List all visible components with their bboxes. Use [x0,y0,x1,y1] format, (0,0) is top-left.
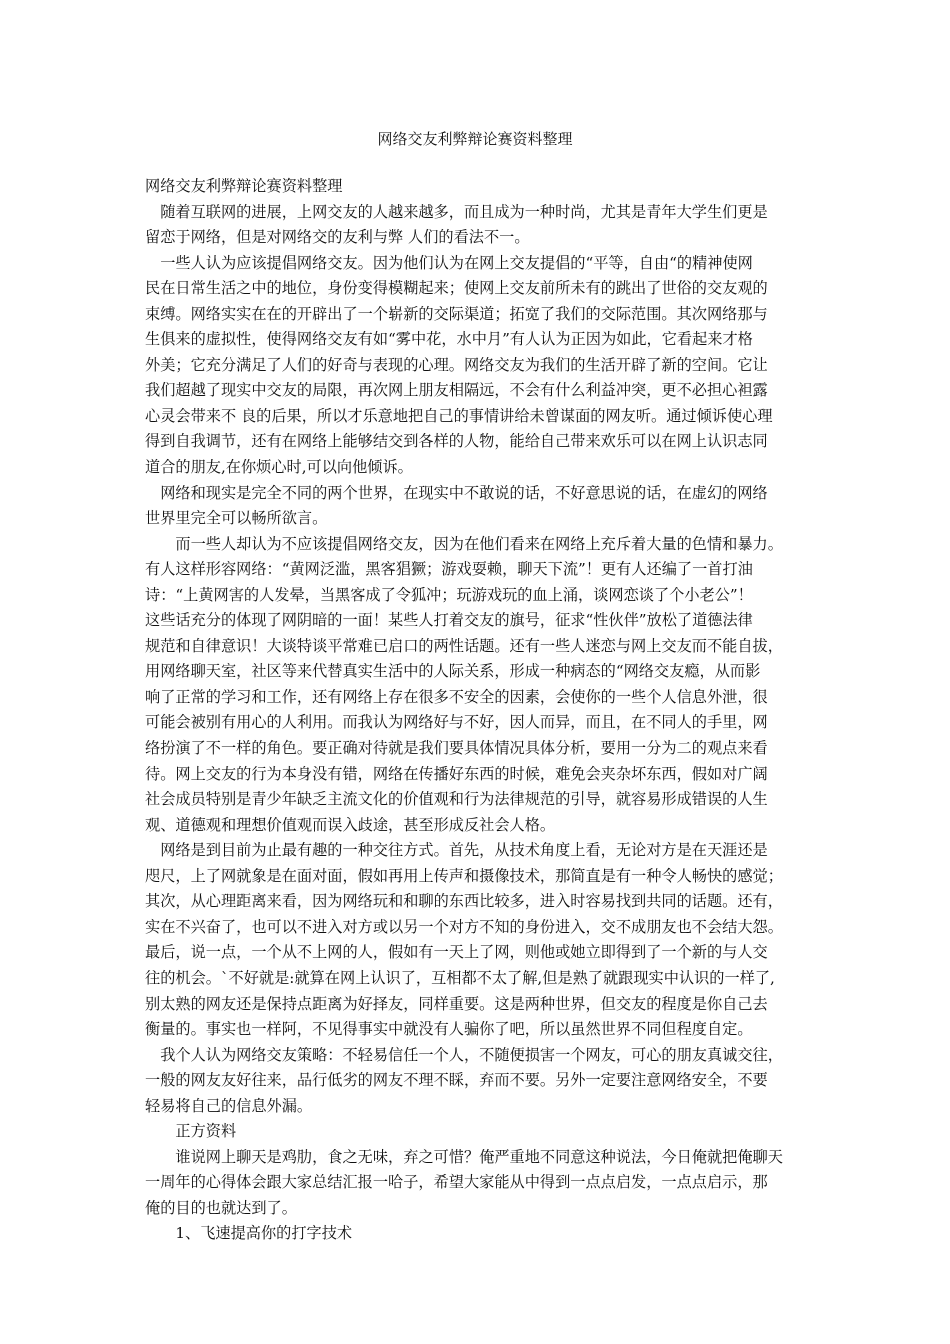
text-line: 待。网上交友的行为本身没有错，网络在传播好东西的时候，难免会夹杂坏东西，假如对广阔 [145,764,768,783]
text-line: 网络是到目前为止最有趣的一种交往方式。首先，从技术角度上看，无论对方是在天涯还是 [145,841,768,860]
text-line: 社会成员特别是青少年缺乏主流文化的价值观和行为法律规范的引导，就容易形成错误的人生 [145,790,768,809]
text-line: 其次，从心理距离来看，因为网络玩和和聊的东西比较多，进入时容易找到共同的话题。还有， [145,892,783,911]
text-line: 而一些人却认为不应该提倡网络交友，因为在他们看来在网络上充斥着大量的色情和暴力。 [145,534,783,553]
text-line: 生俱来的虚拟性，使得网络交友有如“雾中花，水中月”有人认为正因为如此，它看起来才格 [145,330,753,349]
text-line: 一周年的心得体会跟大家总结汇报一哈子，希望大家能从中得到一点点启发，一点点启示，那 [145,1173,768,1192]
text-line: 谁说网上聊天是鸡肋，食之无味，弃之可惜？俺严重地不同意这种说法，今日俺就把俺聊天 [145,1147,783,1166]
text-line: 俺的目的也就达到了。 [145,1198,297,1217]
text-line: 一般的网友友好往来，品行低劣的网友不理不睬，弃而不要。另外一定要注意网络安全，不要 [145,1071,768,1090]
text-line: 1、飞速提高你的打字技术 [145,1224,353,1243]
text-line: 道合的朋友,在你烦心时,可以向他倾诉。 [145,458,413,477]
text-line: 得到自我调节，还有在网络上能够结交到各样的人物，能给自己带来欢乐可以在网上认识志同 [145,432,768,451]
text-line: 一些人认为应该提倡网络交友。因为他们认为在网上交友提倡的“平等，自由“的精神使网 [145,253,753,272]
text-line: 有人这样形容网络：“黄网泛滥，黑客猖獗；游戏耍赖，聊天下流”！更有人还编了一首打油 [145,560,753,579]
text-line: 民在日常生活之中的地位，身份变得模糊起来；使网上交友前所未有的跳出了世俗的交友观的 [145,279,768,298]
text-line: 我个人认为网络交友策略：不轻易信任一个人，不随便损害一个网友，可心的朋友真诚交往， [145,1045,783,1064]
text-line: 外美；它充分满足了人们的好奇与表现的心理。网络交友为我们的生活开辟了新的空间。它让 [145,355,768,374]
text-line: 诗：“上黄网害的人发晕，当黑客成了令狐冲；玩游戏玩的血上涌，谈网恋谈了个小老公”！ [145,585,753,604]
text-line: 别太熟的网友还是保持点距离为好择友，同样重要。这是两种世界，但交友的程度是你自己去 [145,994,768,1013]
text-line: 我们超越了现实中交友的局限，再次网上朋友相隔远，不会有什么利益冲突，更不必担心袒露 [145,381,768,400]
text-line: 网络交友利弊辩论赛资料整理 [145,177,343,195]
text-line: 留恋于网络，但是对网络交的友利与弊 人们的看法不一。 [145,228,530,247]
text-line: 往的机会。`不好就是:就算在网上认识了，互相都不太了解,但是熟了就跟现实中认识的一样了, [145,968,775,987]
text-line: 实在不兴奋了，也可以不进入对方或以另一个对方不知的身份进入，交不成朋友也不会结大怨。 [145,917,783,936]
text-line: 心灵会带来不 良的后果，所以才乐意地把自己的事情讲给未曾谋面的网友听。通过倾诉使心理 [145,406,773,425]
text-line: 世界里完全可以畅所欲言。 [145,509,328,528]
text-line: 这些话充分的体现了网阴暗的一面！某些人打着交友的旗号，征求“性伙伴”放松了道德法律 [145,611,753,630]
text-line: 观、道德观和理想价值观而误入歧途，甚至形成反社会人格。 [145,815,556,834]
text-line: 络扮演了不一样的角色。要正确对待就是我们要具体情况具体分析，要用一分为二的观点来看 [145,739,768,758]
text-line: 随着互联网的进展，上网交友的人越来越多，而且成为一种时尚，尤其是青年大学生们更是 [145,202,768,221]
text-line: 轻易将自己的信息外漏。 [145,1096,313,1115]
text-line: 咫尺，上了网就象是在面对面，假如再用上传声和摄像技术，那简直是有一种令人畅快的感觉； [145,866,783,885]
text-line: 网络和现实是完全不同的两个世界，在现实中不敢说的话，不好意思说的话，在虚幻的网络 [145,483,768,502]
text-line: 衡量的。事实也一样阿，不见得事实中就没有人骗你了吧，所以虽然世界不同但程度自定。 [145,1020,753,1039]
text-line: 响了正常的学习和工作，还有网络上存在很多不安全的因素，会使你的一些个人信息外泄，很 [145,687,768,706]
text-line: 用网络聊天室，社区等来代替真实生活中的人际关系，形成一种病态的“网络交友瘾，从而影 [145,662,761,681]
text-line: 最后，说一点，一个从不上网的人，假如有一天上了网，则他或她立即得到了一个新的与人交 [145,943,768,962]
text-line: 可能会被别有用心的人利用。而我认为网络好与不好，因人而异，而且，在不同人的手里，网 [145,713,768,732]
text-line: 正方资料 [145,1122,237,1141]
text-line: 束缚。网络实实在在的开辟出了一个崭新的交际渠道；拓宽了我们的交际范围。其次网络那与 [145,304,768,323]
text-line: 规范和自律意识！大谈特谈平常难已启口的两性话题。还有一些人迷恋与网上交友而不能自拔， [145,636,783,655]
document-body [145,174,835,1247]
document-title: 网络交友利弊辩论赛资料整理 [377,130,573,148]
